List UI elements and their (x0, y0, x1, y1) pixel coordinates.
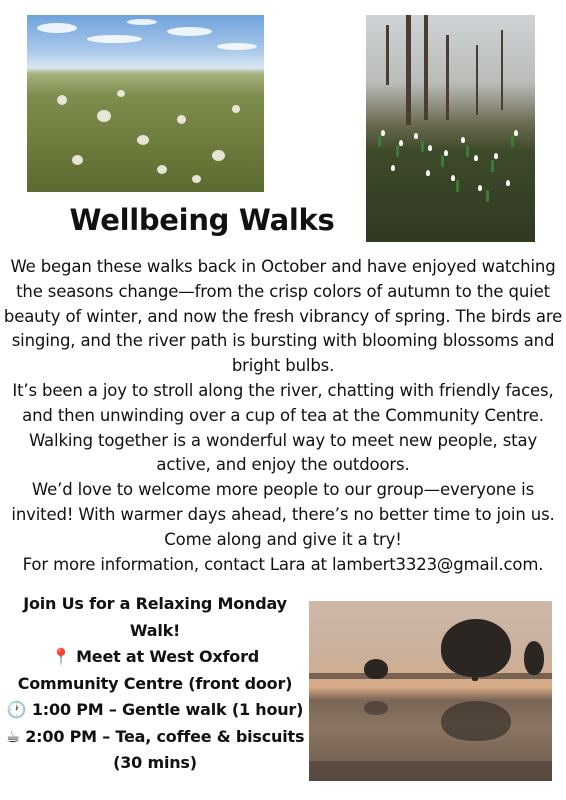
event-tea-text: 2:00 PM – Tea, coffee & biscuits (30 mins) (25, 726, 305, 772)
meadow-photo (27, 15, 264, 192)
event-heading: Join Us for a Relaxing Monday Walk! (23, 594, 287, 640)
event-location-text: Meet at West Oxford Community Centre (front door) (17, 647, 293, 693)
event-tea (5, 724, 305, 777)
paragraph-welcome: We’d love to welcome more people to our group—everyone is invited! With warmer days ahead, there’s no better time to join us. Come along and give it a try! (11, 480, 555, 549)
paragraph-joy: It’s been a joy to stroll along the river, chatting with friendly faces, and then unwinding over a cup of tea at the Community Centre. Walking together is a wonderful way to meet new people, stay active, and enjoy the outdoors. (12, 380, 554, 475)
paragraph-intro: We began these walks back in October and have enjoyed watching the seasons change—from the crisp colors of autumn to the quiet beauty of winter, and now the fresh vibrancy of spring. The birds are singing, and the river path is bursting with blooming blossoms and bright bulbs. (3, 257, 563, 376)
event-walk-text: 1:00 PM – Gentle walk (1 hour) (31, 700, 304, 719)
snowdrops-photo (366, 15, 535, 242)
event-walk (5, 697, 305, 724)
event-location (5, 644, 305, 697)
clock-icon: 🕐 (6, 700, 27, 719)
hot-beverage-icon: ☕ (5, 726, 20, 746)
paragraph-contact: For more information, contact Lara at lambert3323@gmail.com. (22, 554, 544, 574)
sunset-photo (309, 601, 552, 781)
event-details (5, 591, 305, 777)
page-title: Wellbeing Walks (69, 203, 335, 237)
body-text (0, 255, 566, 577)
round-pushpin-icon: 📍 (50, 647, 71, 666)
